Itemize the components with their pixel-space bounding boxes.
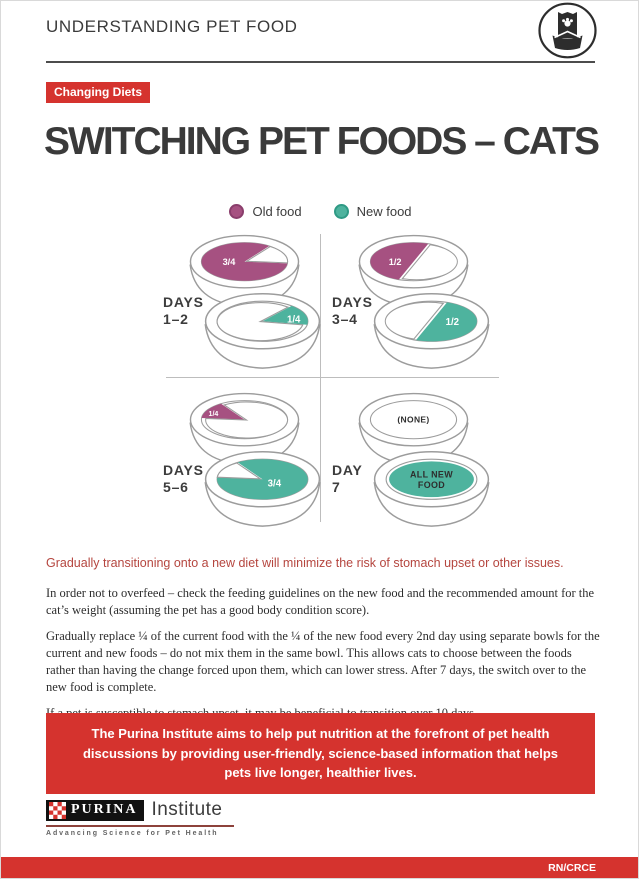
header-title: UNDERSTANDING PET FOOD: [46, 17, 298, 36]
portion-label: 3/4: [222, 257, 236, 268]
header-divider: [46, 61, 595, 63]
quadrant-label-day-7: DAY 7: [332, 462, 363, 495]
purina-institute-logo: [46, 799, 234, 837]
bowl-days-1-2-new: [203, 290, 322, 373]
logo-tagline: Advancing Science for Pet Health: [46, 830, 219, 837]
body-text: [46, 585, 602, 730]
institute-wordmark: Institute: [151, 799, 223, 820]
portion-label: 1/2: [388, 257, 402, 268]
legend-item-new-food: [334, 204, 412, 219]
body-paragraph: Gradually replace ¼ of the current food with the ¼ of the new food every 2nd day using separate bowls for the current and new foods – do not mix them in the same bowl. This allows cats to choose between the foods rather than having the change forced upon them, which can lower stress. After 7 days, the switch over to the new food is complete.: [46, 628, 600, 695]
portion-label: 3/4: [267, 478, 282, 490]
portion-label: 1/2: [445, 316, 460, 328]
logo-divider: [46, 825, 234, 827]
purina-checkerboard-icon: [49, 802, 66, 819]
mission-banner: The Purina Institute aims to help put nutrition at the forefront of pet health discussions by providing user-friendly, science-based information that helps pets live longer, healthier lives.: [46, 713, 595, 794]
pet-food-bag-icon: [537, 2, 598, 59]
portion-label: (NONE): [397, 414, 430, 425]
old-food-swatch-icon: [229, 204, 244, 219]
bowl-day-7-all-new: [372, 448, 491, 531]
bowl-days-5-6-new: [203, 448, 322, 531]
page-title: SWITCHING PET FOODS – CATS: [44, 120, 598, 163]
footer-bar: [1, 857, 639, 879]
legend-label: Old food: [252, 204, 302, 219]
lead-text: Gradually transitioning onto a new diet will minimize the risk of stomach upset or other issues.: [46, 556, 564, 570]
quadrant-label-days-3-4: DAYS 3–4: [332, 294, 373, 327]
purina-wordmark: PURINA: [46, 800, 144, 821]
body-paragraph: In order not to overfeed – check the feeding guidelines on the new food and the recommended amount for the cat’s weight (assuming the pet has a good body condition score).: [46, 586, 595, 618]
portion-label: 1/4: [208, 411, 219, 419]
portion-label: FOOD: [417, 480, 446, 491]
legend-label: New food: [356, 204, 412, 219]
changing-diets-tag: Changing Diets: [46, 82, 150, 103]
portion-label: ALL NEW: [409, 469, 454, 480]
legend: [1, 204, 639, 219]
new-food-swatch-icon: [334, 204, 349, 219]
portion-label: 1/4: [287, 314, 301, 326]
quadrant-label-days-5-6: DAYS 5–6: [163, 462, 204, 495]
bowl-days-3-4-new: [372, 290, 491, 373]
footer-code: RN/CRCE: [548, 862, 596, 874]
legend-item-old-food: [229, 204, 301, 219]
diagram-divider-horizontal: [166, 377, 499, 378]
quadrant-label-days-1-2: DAYS 1–2: [163, 294, 204, 327]
